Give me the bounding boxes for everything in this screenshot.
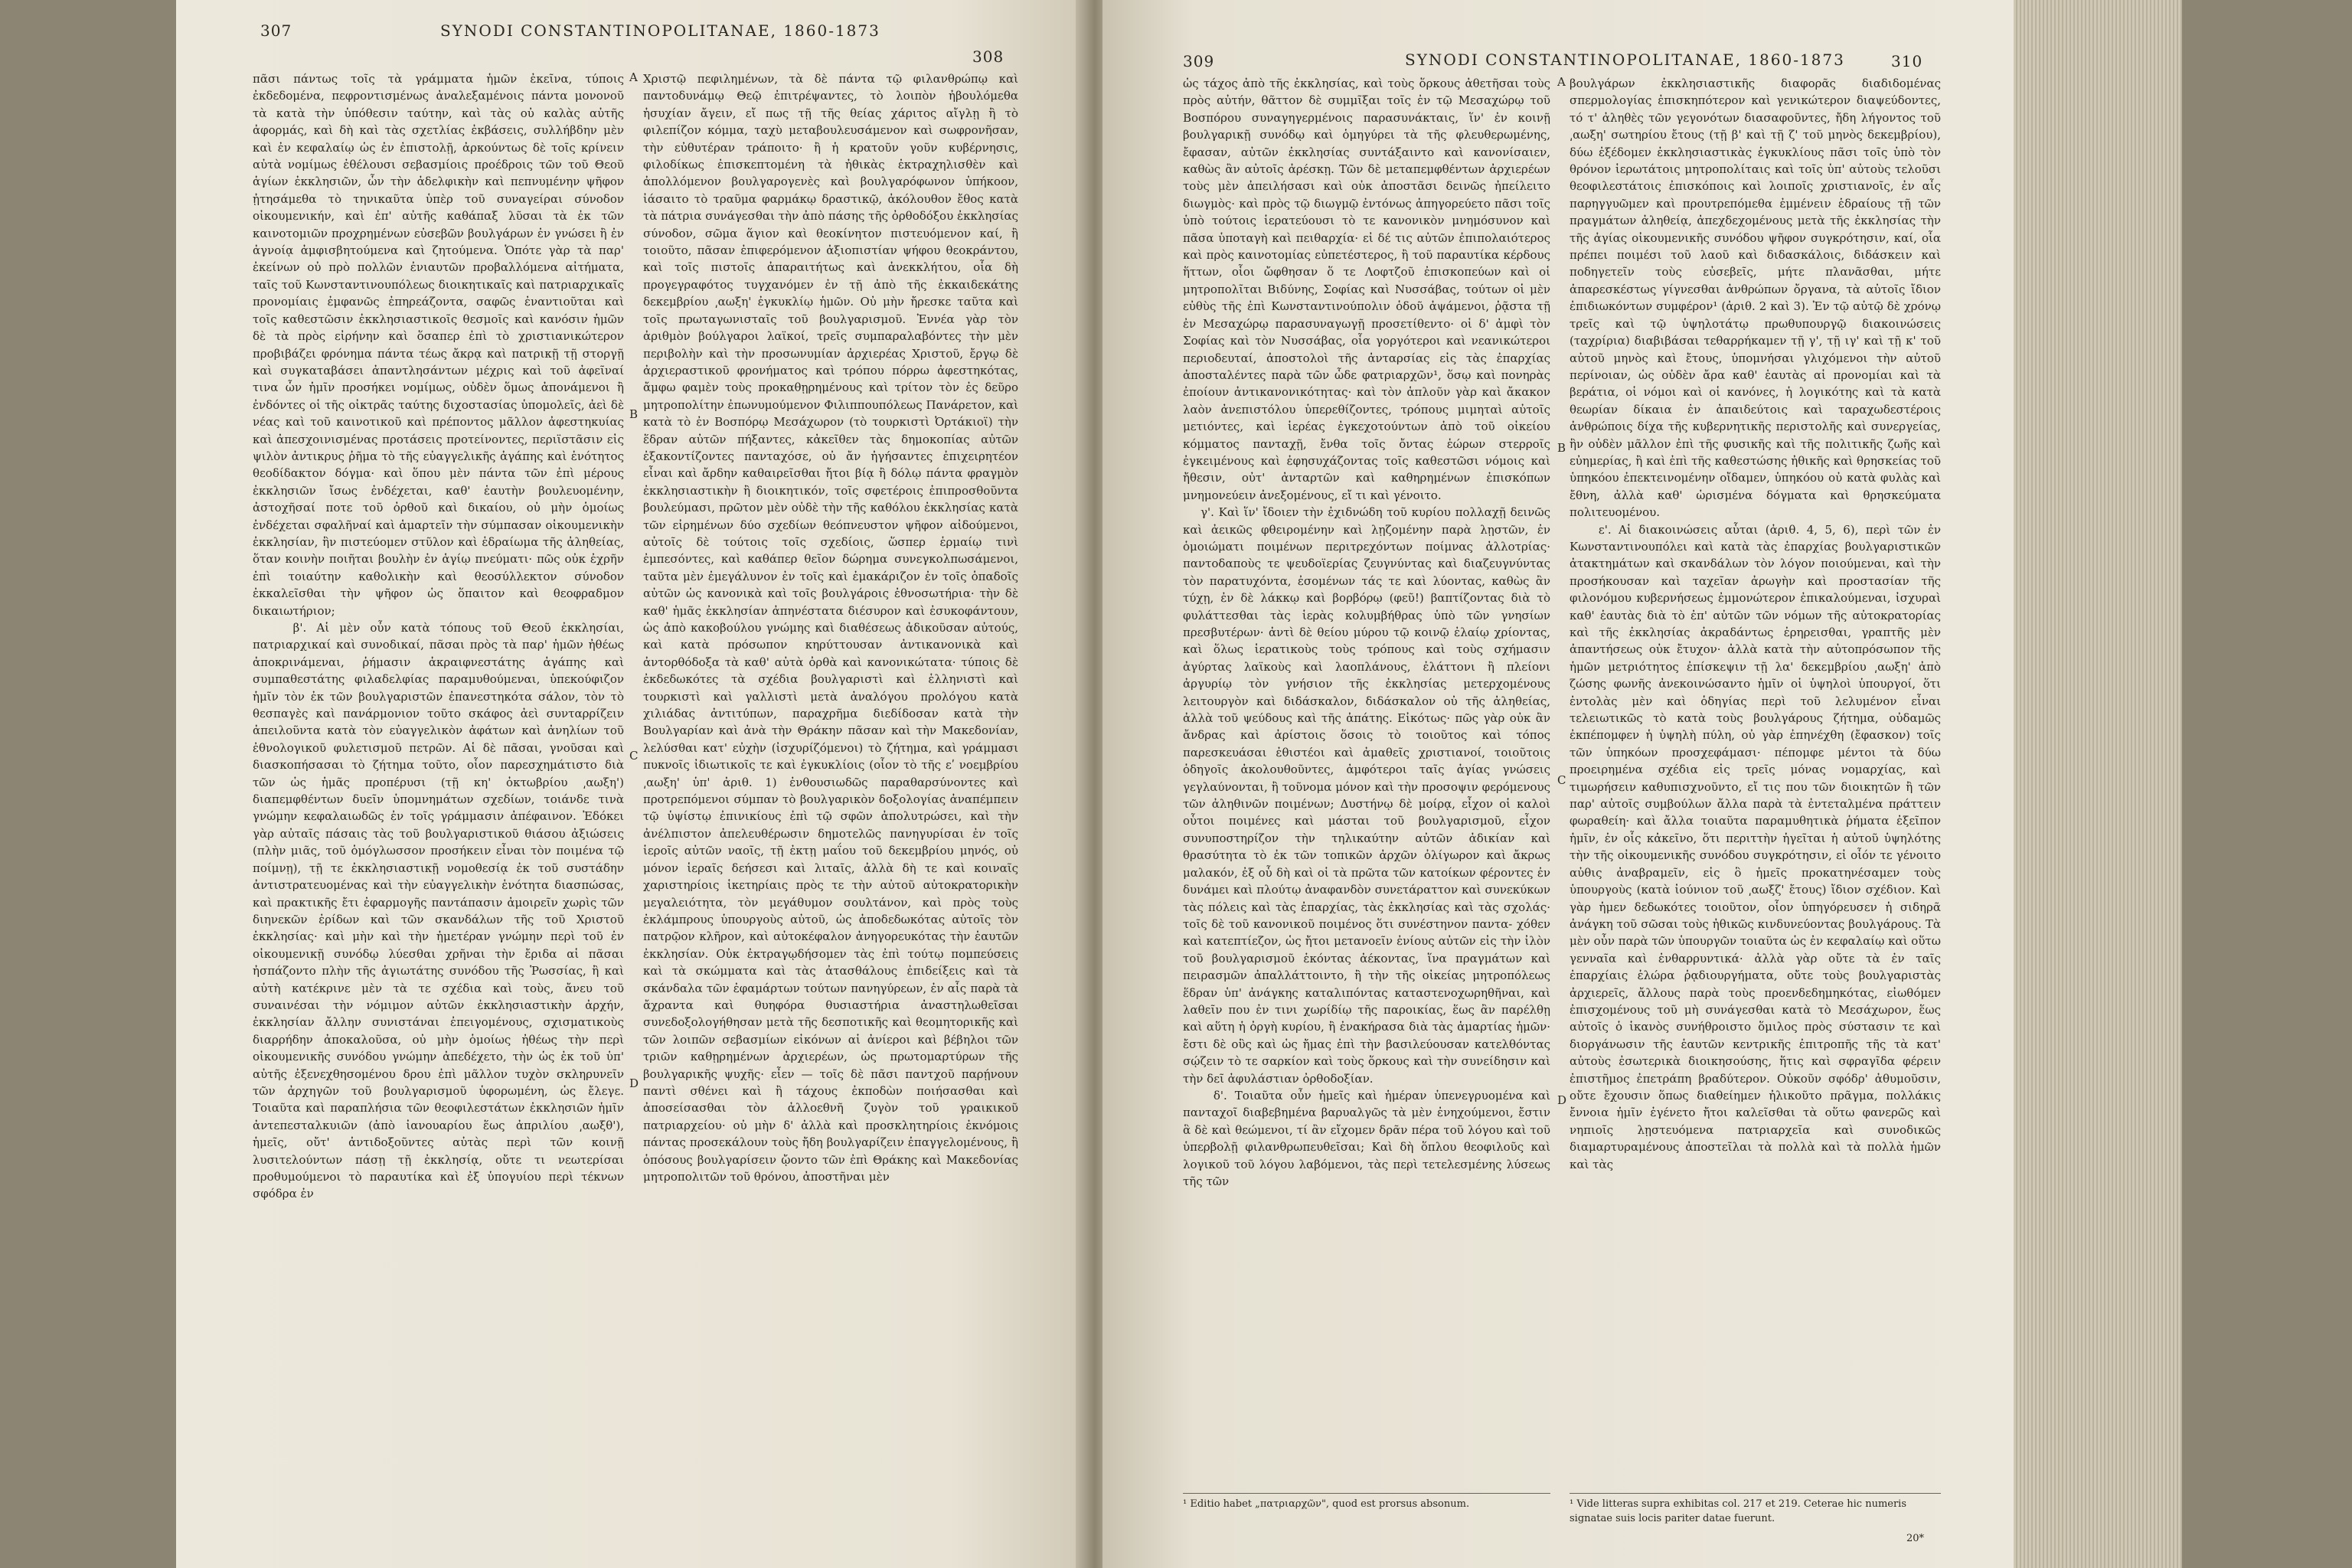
section-marker-b: B (629, 407, 639, 421)
page-number-left-inner: 308 (972, 47, 1004, 66)
right-page-column-2: βουλγάρων ἐκκλησιαστικῆς διαφορᾶς διαδιδομένας σπερμολογίας ἐπισκηπότερον καὶ γενικώτερον διαψεύδοντες, τό τ' ἀληθὲς τῶν γεγονότων διασαφοῦντες, ἤδη λήγοντος τοῦ ͵αωξη' σωτηρίου ἔτους (τῇ β' καὶ τῇ ζ' τοῦ μηνὸς δεκεμβρίου), δύω ἐξέδομεν ἐκκλησιαστικὰς ἐγκυκλίους πᾶσι τοῖς ὑπὸ τὸν θρόνον ἱερωτάτοις μητροπολίταις καὶ τοῖς ὑπ' αὐτοὺς τελοῦσι θεοφιλεστάτοις ἐπισκόποις καὶ λοιποῖς χριστιανοῖς, ἐν αἷς παρηγγυῶμεν καὶ προυτρεπόμεθα ἐμμένειν ἑδραίους τῇ τῶν πραγμάτων ἀληθείᾳ, ἀπεχδεχομένους μετὰ τῆς ἐκκλησίας τὴν τῆς ἁγίας οἰκουμενικῆς συνόδου ψῆφον συγκρότησιν, καί, οἷα πρέπει ποιμέσι τοῦ λαοῦ καὶ διδασκάλοις, διδάσκειν καὶ ποδηγετεῖν τοὺς εὐσεβεῖς, μήτε πλανᾶσθαι, μήτε ἀπαρεσκέστως γίγνεσθαι ἀνθρώπων ὄργανα, τὰ αὐτοῖς ἴδιον ἐπιδιωκόντων συμφέρον¹ (ἀριθ. 2 καὶ 3). Ἐν τῷ αὐτῷ δὲ χρόνῳ τρεῖς καὶ τῷ ὑψηλοτάτῳ πρωθυπουργῷ διακοινώσεις (ταχρίρια) διαβιβάσαι τεθαρρήκαμεν τῇ γ', τῇ ιγ' καὶ τῇ κ' τοῦ αὐτοῦ μηνὸς καὶ ἔτους, ὑπομνήσαι γλιχόμενοι τὴν αὐτοῦ περίνοιαν, ὡς οὐδὲν ἄρα καθ' ἑαυτὰς αἱ προνομίαι καὶ τὰ βεράτια, οἱ νόμοι καὶ οἱ κανόνες, ἡ λογικότης καὶ τὰ κατὰ θεωρίαν δίκαια ἐν ἀπαιδεύτοις καὶ ταραχωδεστέροις ἀνθρώποις δίχα τῆς κυβερνητικῆς περιστολῆς καὶ συνεργείας, ἣν οὐδὲν μᾶλλον ἐπὶ τῆς φυσικῆς καὶ τῆς πολιτικῆς ζωῆς καὶ εὐημερίας, ἢ καὶ ἐπὶ τῆς καθεστώσης ἠθικῆς καὶ θρησκείας τοῦ ὑπηκόου ἐπεκτεινομένην οἴδαμεν, ὑπηκόου οὐ κατὰ φυλὰς καὶ ἔθνη, ἀλλὰ καθ' ὡρισμένα δόγματα καὶ θρησκεύματα πολιτευομένου. ε'. Αἱ διακοινώσεις αὗται (ἀριθ. 4, 5, 6), περὶ τῶν ἐν Κωνσταντινουπόλει καὶ κατὰ τὰς ἐπαρχίας βουλγαριστικῶν ἀτακτημάτων καὶ σκανδάλων τὸν λόγον ποιούμεναι, καὶ τὴν προσήκουσαν καὶ ταχεῖαν ἀρωγὴν καὶ προστασίαν τῆς φιλονόμου κυβερνήσεως ἐμμονώτερον ἐπικαλούμεναι, ἰσχυραὶ καθ' ἑαυτὰς διὰ τὸ ἐπ' αὐτῶν τῶν νόμων τῆς αὐτοκρατορίας καὶ τῆς ἐκκλησίας ἀκραδάντως ἐρηρεισθαι, γραπτῆς μὲν ἀπαντήσεως οὐκ ἔτυχον· ἀλλὰ κατὰ τὴν αὐτοπρόσωπον τῆς ἡμῶν μετριότητος ἐπίσκεψιν τῇ λα' δεκεμβρίου ͵αωξη' ἀπὸ ζώσης φωνῆς ἀνεκοινώσαντο ἡμῖν οἱ ὑψηλοὶ ὑπουργοί, ὅτι ἐντολὰς μὲν καὶ ὁδηγίας περὶ τοῦ λελυμένον εἶναι τελειωτικῶς τὸ κατὰ τοὺς βουλγάρους ζήτημα, οὐδαμῶς ἐκπέπομφεν ἡ ὑψηλὴ πύλη, οὐ γὰρ ἐπηνέχθη (ἔφασκον) τοῖς τῶν ὑπηκόων προσχεφάμασι· πέπομφε μέντοι τὰ δύω προειρημένα σχέδια εἰς τρεῖς μόνας νομαρχίας, καὶ τιμωρήσειν καθυπισχνοῦντο, εἴ τις που τῶν διοικητῶν ἢ τῶν παρ' αὐτοῖς συμβούλων ἄλλα παρὰ τὰ ἐντεταλμένα πράττειν φωραθείη· καὶ ἄλλα τοιαῦτα παραμυθητικὰ ῥήματα ἐξεῖπον ἡμῖν, ἐν οἷς κἀκεῖνο, ὅτι περιττὴν ἡγεῖται ἡ αὐτοῦ ὑψηλότης τὴν τῆς οἰκουμενικῆς συνόδου συγκρότησιν, εἰ οἷόν τε γένοιτο αὐθις ἀναβραμεῖν, εἰς ὃ ἡμεῖς προκατηνέσαμεν τοὺς ὑπουργοὺς (κατὰ ἰούνιον τοῦ ͵αωξζ' ἔτους) ἴδιον σχέδιον. Καὶ γὰρ ἡμεν δεδωκότες τοιοῦτον, οἷον ὑπηγόρευσεν ἡ σιδηρᾶ ἀνάγκη τοῦ σῶσαι τοὺς ἠθικῶς κινδυνεύοντας βουλγάρους. Τὰ μὲν οὖν παρὰ τῶν ὑπουργῶν τοιαῦτα ὡς ἐν κεφαλαίῳ καὶ οὕτω γενναῖα καὶ ἐνθαρρυντικά· ἀλλὰ γὰρ οὔτε τὰ ἐν ταῖς ἐπαρχίαις ἑλώρα ῥᾳδιουργήματα, οὔτε τοὺς βουλγαριστὰς ἀρχιερεῖς, ἄλλους παρὰ τοὺς προενδεδημηκότας, εἰωθόμεν ἐπισχομένους τοῦ μὴ συνάγεσθαι κατὰ τὸ Μεσάχωρον, ἕως αὐτοῖς ὁ ἱκανὸς συνήθροιστο ὅμιλος πρὸς σύστασιν τε καὶ διοργάνωσιν τῆς ἑαυτῶν κεντρικῆς ἐπιτροπῆς τῆς τὰ κατ' αὐτοὺς ἐσωτερικὰ διοικησούσης, ἥτις καὶ σφραγῖδα φέρειν ἐπιστῆμος ἐπετράπη βραδύτερον. Οὐκοῦν σφόδρ' ἀθυμοῦσιν, οὔτε ἔχουσιν ὅπως διαθείημεν ἠλικοῦτο πρᾶγμα, πολλάκις ἔννοια ἡμῖν ἐγένετο ἤτοι καλεῖσθαι τὰ οὕτω φανερῶς καὶ νηπιοῖς λῃστευόμενα πατριαρχεῖα καὶ συνοδικῶς διαμαρτυραμένους ἀποστεῖλαι τὰ πολλὰ καὶ τὰ πολλὰ ἡμῶν καὶ τὰς (1570, 77, 1942, 1171)
right-page (1102, 0, 2014, 1568)
left-page (176, 0, 1087, 1568)
footnote-rule-right (1570, 1493, 1941, 1494)
section-marker-a: A (1557, 75, 1566, 89)
running-head-left: SYNODI CONSTANTINOPOLITANAE, 1860-1873 (440, 21, 880, 40)
section-marker-d: D (1557, 1093, 1567, 1107)
footnote-left: ¹ Editio habet „πατριαρχῶν", quod est prorsus absonum. (1183, 1498, 1470, 1510)
section-marker-a: A (629, 70, 638, 84)
footnote-right: ¹ Vide litteras supra exhibitas col. 217 et 219. Ceterae hic numeris signatae suis locis pariter datae fuerunt. (1570, 1498, 1907, 1524)
left-page-column-2: Χριστῷ πεφιλημένων, τὰ δὲ πάντα τῷ φιλανθρώπῳ καὶ παντοδυνάμῳ Θεῷ ἐπιτρέψαντες, τὸ λοιπὸν ἠβουλόμεθα ἡσυχίαν ἄγειν, εἴ πως τῇ τῆς θείας χάριτος αἴγλῃ ἢ τὸ φιλεπίζον κόμμα, ταχὺ μεταβουλευσάμενον καὶ σωφρονῆσαν, τὴν εὐθυτέραν τράποιτο· ἢ ἡ κρατοῦν γοῦν κυβέρνησις, φιλοδίκως ἐπισκεπτομένη τὰ ἠθικὰς ἐκτραχηλισθὲν καὶ ἀπολλόμενον βουλγαρογενὲς καὶ βουλγαρόφωνον ὑπήκοον, ἰάσαιτο τὸ τραῦμα φαρμάκῳ δραστικῷ, ἀκόλουθον ἔθος κατὰ τὰ πάτρια συνάγεσθαι τὴν ἀπὸ πάσης τῆς ὀρθοδόξου ἐκκλησίας σύνοδον, σῶμα ἅγιον καὶ θεοκίνητον πιστευόμενον καί, ἢ τοιοῦτο, πᾶσαν ἐπιφερόμενον ἀξιοπιστίαν ψήφου θεοκράντου, καὶ τοῖς πιστοῖς ἀπαραιτήτως καὶ ἀνεκκλήτου, οἷα δὴ προγεγραφότος τυγχανόμεν ἐν τῇ ἀπὸ τῆς ἐκκαιδεκάτης δεκεμβρίου ͵αωξη' ἐγκυκλίῳ ἡμῶν. Οὐ μὴν ἤρεσκε ταῦτα καὶ τοῖς πρωταγωνισταῖς τοῦ βουλγαρισμοῦ. Ἐννέα γὰρ τὸν ἀριθμὸν βούλγαροι λαϊκοί, τρεῖς συμπαραλαβόντες τὴν μὲν περιβολὴν καὶ τὴν προσωνυμίαν ἀρχιερέας Χριστοῦ, ἔργῳ δὲ ἀρχιεραστικοῦ φρονήματος καὶ τρόπου πόρρω ἀφεστηκότας, ἄμφω φαμὲν τοὺς προκαθῃρημένους καὶ τρίτον τὸν ἐς δεῦρο μητροπολίτην ἐπωνυμούμενον Φιλιππουπόλεως Πανάρετον, καὶ κατὰ τὸ ἐν Βοσπόρῳ Μεσάχωρον (τὸ τουρκιστὶ Ὀρτάκιοϊ) τὴν ἕδραν αὐτῶν πήξαντες, κἀκεῖθεν τὰς δημοκοπίας αὐτῶν ἐξακοντίζοντες πανταχόσε, οὐ ἄν ἠγήσαντες ἐπιχειρητέον εἶναι καὶ ἄρδην καθαιρεῖσθαι ἤτοι βίᾳ ἢ δόλῳ πάντα φραγμὸν ἐκκλησιαστικὴν ἢ διοικητικόν, τοῖς σφετέροις ἐπιπροσθοῦντα βουλεύμασι, πρῶτον μὲν οὐδὲ τὴν τῆς καθόλου ἐκκλησίας κατὰ τῶν εἰρημένων δύο σχεδίων θεόπνευστον ψῆφον αἰδούμενοι, αὐτοῖς δὲ τούτοις τοῖς σχεδίοις, ὥσπερ ἑρμαίῳ τινὶ ἐμπεσόντες, καὶ καθάπερ θεῖον δώρημα συνεγκολπωσάμενοι, ταῦτα μὲν ἐμεγάλυνον ἐν τοῖς καὶ ἐμακάριζον ἐν τοῖς ὁπαδοῖς αὐτῶν ὡς κανονικὰ καὶ τοῖς βουλγάροις ἐθνοσωτήρια· τὴν δὲ καθ' ἡμᾶς ἐκκλησίαν ἀπηνέστατα διέσυρον καὶ ἐσυκοφάντουν, ὡς ἀπὸ κακοβούλου γνώμης καὶ διαθέσεως ἀδικοῦσαν αὐτούς, καὶ κατὰ πρόσωπον κηρύττουσαν ἀντικανονικὰ καὶ ἀντορθόδοξα τὰ καθ' αὐτὰ ὀρθὰ καὶ κανονικώτατα· τύποις δὲ ἐκδεδωκότες τὰ σχέδια βουλγαριστὶ καὶ ἑλληνιστὶ καὶ τουρκιστὶ καὶ γαλλιστὶ μετὰ ἀναλόγου προλόγου κατὰ χιλιάδας ἀντιτύπων, παραχρῆμα διεδίδοσαν κατὰ τὴν Βουλγαρίαν καὶ ἀνὰ τὴν Θράκην πᾶσαν καὶ τὴν Μακεδονίαν, λελύσθαι κατ' εὐχὴν (ἰσχυρίζόμενοι) τὸ ζήτημα, καὶ γράμμασι πυκνοῖς ἰδιωτικοῖς τε καὶ ἐγκυκλίοις (οἷον τὸ τῆς εʹ νοεμβρίου ͵αωξη' ὑπ' ἀριθ. 1) ἐνθουσιωδῶς παραθαρσύνοντες καὶ προτρεπόμενοι σύμπαν τὸ βουλγαρικὸν δοξολογίας ἀναπέμπειν τῷ ὑψίστῳ ἐπινικίους ἐπὶ τῷ σφῶν ἀπολυτρώσει, καὶ τὴν ἀνέλπιστον ἀπελευθέρωσιν δημοτελῶς πανηγυρίσαι ἐν τοῖς ἱεροῖς αὐτῶν ναοῖς, τῇ ἐκτῃ μαΐου τοῦ δεκεμβρίου μηνός, οὐ μόνον ἱεραῖς δεήσεσι καὶ λιταῖς, ἀλλὰ δὴ τε καὶ κοιναῖς χαριστηρίοις ἱκετηρίαις πρὸς τε τὴν αὐτοῦ αὐτοκρατορικὴν μεγαλειότητα, τὸν μεγάθυμον σουλτάνον, καὶ πρὸς τοὺς ἐκλάμπρους ὑπουργοὺς αὐτοῦ, ὡς ἀποδεδωκότας αὐτοῖς τὸν πατρῷον κλῆρον, καὶ αὐτοκέφαλον ἀνηγορευκότας τὴν ἑαυτῶν ἐκκλησίαν. Οὐκ ἐκτραγῳδήσομεν τὰς ἐπὶ τούτῳ πομπεύσεις καὶ τὰ σκώμματα καὶ τὰς ἀτασθάλους ἐπιδείξεις καὶ τὰ σκάνδαλα τῶν ἐφαμάρτων τούτων πανηγύρεων, ἐν αἷς παρὰ τὰ ἄχραντα καὶ θυηφόρα θυσιαστήρια ἀναστηλωθεῖσαι συνεδοξολογήθησαν μετὰ τῆς δεσποτικῆς καὶ θεομητορικῆς καὶ τῶν λοιπῶν σεβασμίων εἰκόνων αἱ ἀνίεροι καὶ βέβηλοι τῶν τριῶν καθῃρημένων ἀρχιερέων, ὡς πρωτομαρτύρων τῆς βουλγαρικῆς ψυχῆς· εἶεν — τοῖς δὲ πᾶσι παντχοῦ παρῄνουν παντὶ σθένει καὶ ἢ τάχους ἐκποδὼν ποιήσασθαι καὶ ἀποσείσασθαι τὸν ἀλλοεθνῆ ζυγὸν τοῦ γραικικοῦ πατριαρχείου· οὐ μὴν δ' ἀλλὰ καὶ προσκλητηρίοις ἐκνόμοις πάντας προσεκάλουν τοὺς ἤδη βουλγαρίζειν ἐπαγγελομένους, ἢ ὁπόσους βουλγαρίσειν ᾤοντο τῶν ἐπὶ Θράκης καὶ Μακεδονίας μητροπολιτῶν τοῦ θρόνου, ἀποστῆναι μὲν (643, 72, 1022, 1184)
left-page-column-1: πᾶσι πάντως τοῖς τὰ γράμματα ἡμῶν ἐκεῖνα, τύποις ἐκδεδομένα, πεφροντισμένως ἀναλεξαμένοις πάντα μονονοῦ τὰ κατὰ τὴν ὑπόθεσιν ταύτην, καὶ τὰς οὐ καλὰς αὐτῆς ἀφορμάς, καὶ δὴ καὶ τὰς σχετλίας ἐκβάσεις, συλλήβδην μὲν καὶ ἐν κεφαλαίῳ ὡς ἐν ἐπιστολῇ, ἀρκούντως δὲ τοῖς κρίνειν αὐτὰ νομίμως ἐθέλουσι σεβασμίοις προέδροις τῶν τοῦ Θεοῦ ἁγίων ἐκκλησιῶν, ὧν τὴν ἀδελφικὴν καὶ πεπνυμένην ψῆφον ᾐτησάμεθα τὸ τηνικαῦτα ὑπὲρ τοῦ συναγείραι σύνοδον οἰκουμενικήν, καὶ ἐπ' αὐτῆς καθάπαξ λῦσαι τὰ ἐκ τῶν καινοτομιῶν προχρημένων εὐσεβῶν βουλγάρων ἐν γνώσει ἢ ἐν ἀγνοίᾳ ἀμφισβητούμενα καὶ ζητούμενα. Ὁπότε γὰρ τὰ παρ' ἐκείνων οὐ πρὸ πολλῶν ἐνιαυτῶν προβαλλόμενα αἰτήματα, ταῖς τοῦ Κωνσταντινουπόλεως διοικητικαῖς καὶ πατριαρχικαῖς προνομίαις ἐμφανῶς ἐπηρεάζοντα, σαφῶς ἐναντιοῦται καὶ τοῖς καθεστῶσιν ἐκκλησιαστικοῖς θεσμοῖς καὶ κανόσιν ἡμῶν δὲ τὰ πρὸς εἰρήνην καὶ ὅσαπερ ἐπὶ τὸ χριστιανικώτερον προβιβάζει φρόνημα πάντα τέως ἄκρᾳ καὶ πατρικῇ τῇ στοργῇ καὶ συγκαταβάσει ἀπαντλησάντων μέχρις καὶ τοῦ ἀφεῖναί τινα ὧν ἡμῖν προσήκει νομίμως, οὐδὲν ὅμως ἀπονάμενοι ἢ ἐνδόντες οἱ τῆς οἰκτρᾶς ταύτης διχοστασίας ὑπομολεῖς, ἀεὶ δὲ νέας καὶ τοῦ καινοτικοῦ καὶ πρέποντος μᾶλλον ἀφεστηκυίας καὶ ἀπεσχοινισμένας προτάσεις προτείνοντες, περιϊστᾶσιν εἰς ψιλὸν ἀντικρυς ῥῆμα τὸ τῆς εὐαγγελικῆς ἀγάπης καὶ ἑνότητος θεοδίδακτον δόγμα· καὶ ὅπου μὲν πάντα τῶν ἐπὶ μέρους ἐκκλησιῶν ἴσως ἐνδέχεται, καθ' ἑαυτὴν βουλευομένην, ἀστοχῆσαί ποτε τοῦ ὀρθοῦ καὶ δικαίου, οὐ μὴν ὁμοίως ἐνδέχεται σφαλῆναί καὶ ἁμαρτεῖν τὴν σύμπασαν οἰκουμενικὴν ἐκκλησίαν, ἣν πιστεύομεν στῦλον καὶ ἑδραίωμα τῆς ἀληθείας, ὅταν κοινὴν ποιῆται βουλὴν ἐν ἁγίῳ πνεύματι· πῶς οὐκ ἐχρῆν ἐπὶ τοιαύτην καθολικὴν καὶ θεοσύλλεκτον σύνοδον ἐκκαλεῖσθαι τὴν ψῆφον ὡς ὅπαιτον καὶ θεοφραδμον δικαιωτήριον; β'. Αἱ μὲν οὖν κατὰ τόπους τοῦ Θεοῦ ἐκκλησίαι, πατριαρχικαί καὶ συνοδικαί, πᾶσαι πρὸς τὰ παρ' ἡμῶν ἠθέως ἀποκρινάμεναι, ῥήμασιν ἀκραιφνεστάτης ἀγάπης καὶ συμπαθεστάτης φιλαδελφίας παραμυθούμεναι, ὑπεκούφιζον ἡμῖν τὸν ἐκ τῶν βουλγαριστῶν ἐπανεστηκότα σάλον, τὸν τὸ θεσπαγὲς καὶ πανάρμονιον τοῦτο σκάφος ἀεὶ συνταρρίζειν ἀπειλοῦντα κατὰ τὸν εὐαγγελικὸν ἀφάτων καὶ ἀνηλίων τοῦ ἐθνολογικοῦ φυλετισμοῦ πετρῶν. Αἱ δὲ πᾶσαι, γνοῦσαι καὶ διασκοπήσασαι τὸ ζήτημα τοῦτο, οἷον παρεσχημάτιστο διὰ τῶν ὡς ἡμᾶς προπέρυσι (τῇ κη' ὀκτωβρίου ͵αωξη') διαπεμφθέντων δυεῖν ὑπομνημάτων σχεδίων, τοιάνδε τινὰ γνώμην κεφαλαιωδῶς ἐν τοῖς γράμμασιν ἀπέφαινον. Ἐδόκει γὰρ αὐταῖς πάσαις τὰς τοῦ βουλγαριστικοῦ θιάσου ἀξιώσεις (πλὴν μιᾶς, τοῦ ὁμόγλωσσον προσήκειν εἶναι τὸν ποιμένα τῷ ποίμνῃ), τῇ τε ἐκκλησιαστικῇ νομοθεσίᾳ ἐκ τοῦ συστάδην ἀντιστρατευομένας καὶ τὴν εὐαγγελικὴν ἑνότητα διασπώσας, καὶ πρακτικῆς ἔτι ἐφαρμογῆς παντάπασιν ἀμοιρεῖν χωρὶς τῶν διηνεκῶν ἐρίδων καὶ τῶν σκανδάλων τῆς τοῦ Χριστοῦ ἐκκλησίας· καὶ μὴν καὶ τὴν ἡμετέραν γνώμην περὶ τοῦ ἐν οἰκουμενικῇ συνόδῳ λύεσθαι χρῆναι τὴν ἔριδα αἱ πᾶσαι ἠσπάζοντο πλὴν τῆς ἁγιωτάτης συνόδου τῆς Ῥωσσίας, ἢ καὶ αὐτὴ κατέκρινε μὲν τὰ τε σχέδια καὶ τοὺς, ἄνευ τοῦ συναινέσαι τὴν νόμιμον αὐτῶν ἐκκλησιαστικὴν ἀρχήν, ἐκκλησίαν ἄλλην συνιστάναι ἐπειγομένους, σχισματικοὺς διαρρήδην ἀποκαλοῦσα, οὐ μὴν ὁμοίως ἠθέως τὴν περὶ οἰκουμενικῆς συνόδου γνώμην ἀπεδέχετο, τὴν ὡς ἐκ τοῦ ὑπ' αὐτῆς ἐξενεχθησομένου δρου ἐπὶ μᾶλλον τυχὸν σκληρυνεῖν τῶν ἀρχηγῶν τοῦ βουλγαρισμοῦ ὑφορωμένη, ὡς ἔλεγε. Τοιαῦτα καὶ παραπλήσια τῶν θεοφιλεστάτων ἐκκλησιῶν ἡμῖν ἀντεπεσταλκυιῶν (ἀπὸ ἰανουαρίου ἕως ἀπριλίου ͵αωξθ'), ἡμεῖς, οὔτ' ἀντιδοξοῦντες αὐτὰς περὶ τῶν κοινῇ λυσιτελούντων πάσῃ τῇ ἐκκλησίᾳ, οὔτε τι νεωτερίσαι προθυμούμενοι τὸ παραυτίκα καὶ ἐξ ὑπογυίου περὶ τέκνων σφόδρα ἐν (253, 72, 624, 1201)
right-page-column-1: ὡς τάχος ἀπὸ τῆς ἐκκλησίας, καὶ τοὺς ὅρκους ἀθετῆσαι τοὺς πρὸς αὐτήν, θᾶττον δὲ συμμῖξαι τοῖς ἐν τῷ Μεσαχώρῳ τοῦ Βοσπόρου συναγηγερμένοις παρασυνάκταις, ἵν' ἐν κοινῇ βουλγαρικῇ συνόδῳ καὶ ὁμηγύρει τὰ τῆς φλευθερωμένης, ἔφασαν, αὐτῶν ἐκκλησίας συντάξαιντο καὶ κανονίσαιεν, καθὼς ἂν αὐτοῖς ἀρέσκῃ. Τῶν δὲ μεταπεμφθέντων ἀρχιερέων τοὺς μὲν ἀπειλήσασι καὶ οὐκ ἀποστᾶσι δεινῶς ἠπείλειτο διωγμὸς· καὶ πρὸς τῷ διωγμῷ ἐντόνως ἀπηγορεύετο πᾶσι τοῖς ὑπὸ τούτοις ἱερατεύουσι τὸ τε κανονικὸν μνημόσυνον καὶ πᾶσα ὑποταγὴ καὶ πειθαρχία· εἰ δέ τις αὐτῶν ἐπιπολαιότερος καὶ πρὸς καινοτομίας εὐπετέστερος, ἢ τοῦ παραυτίκα κέρδους ἥττων, οἷοι ὤφθησαν ὅ τε Λοφτζοῦ ἐπισκοπεύων καὶ οἱ μητροπολῖται Βιδύνης, Σοφίας καὶ Νυσσάβας, τούτων οἱ μὲν εὐθὺς τῆς ἐπὶ Κωνσταντινούπολιν ὁδοῦ ἀψάμενοι, ῥᾷστα τῇ ἐν Μεσαχώρῳ παρασυναγωγῇ προσετίθεντο· οἱ δ' ἀμφὶ τὸν Σοφίας καὶ τὸν Νυσσάβας, οἷα γοργότεροι καὶ νεανικώτεροι περιοδευταί, ἀποστολοὶ τῆς ἀνταρσίας εἰς τὰς ἐπαρχίας ἀποσταλέντες παρὰ τῶν ὧδε φατριαρχῶν¹, ὅσῳ καὶ πονηρὰς ἐποίουν ἀντικανονικότητας· καὶ τὸν ἁπλοῦν γὰρ καὶ ἄκακον λαὸν ἀνεπιστόλου ὑπερεθίζοντες, τρόπους μιμηταὶ αὐτοῖς μετιόντες, καὶ ἱερέας ἐγκεχοτούντων ἀπὸ τοῦ οἰκείου κόμματος πανταχῇ, ἔνθα τοῖς ὄντας ἑώρων στερροῖς ἐγκειμένους καὶ ἐφησυχάζοντας τοῖς καθεστῶσι νόμοις καὶ ἤθεσιν, οὐτ' ἀνταρτῶν καὶ καθηρημένων ἐπισκόπων μνημονεύειν ἀνεξομένους, εἴ τι καὶ γένοιτο. γ'. Καὶ ἵν' ἴδοιεν τὴν ἐχιδνώδη τοῦ κυρίου πολλαχῇ δεινῶς καὶ ἀεικῶς φθειρομένην καὶ λῃζομένην παρὰ λῃστῶν, ἐν ὁμοιώματι ποιμένων περιτρεχόντων ποίμνας ἀλλοτρίας· παντοδαποὺς τε ψευδοϊερίας ζευγνύντας καὶ διαζευγνύντας τὸν παρατυχόντα, ἐσομένων τάς τε καὶ λύοντας, καθὼς ἂν τύχῃ, ἐν δὲ λάκκῳ καὶ βορβόρῳ (φεῦ!) βαπτίζοντας διὰ τὸ φυλάττεσθαι τὰς ἱερὰς κολυμβήθρας ὑπὸ τῶν γνησίων πρεσβυτέρων· ἀντὶ δὲ θείου μύρου τῷ κοινῷ ἐλαίῳ χρίοντας, καὶ ὅλως ἱερατικοὺς τοὺς τρόπους καὶ τοὺς σχήμασιν ἀγύρτας λαϊκοὺς καὶ λαοπλάνους, ἐλάττονι ἢ πλείονι ἀργυρίῳ τὸν γνήσιον τῆς ἐκκλησίας μετερχομένους λειτουργὸν καὶ διδάσκαλον, διδάσκαλον οὐ τῆς ἀληθείας, ἀλλὰ τοῦ ψεύδους καὶ τῆς ἀπάτης. Εἰκότως· πῶς γὰρ οὐκ ἂν ἄνδρας καὶ ἀρίστοις ὅσοις τὸ τοιοῦτος καὶ τόπος παρεσκευάσαι ἐθιστέοι καὶ ἀμαθεῖς χριστιανοί, τοιοῦτοις ὁδηγοῖς ἀκολουθοῦντες, ἀμφότεροι ταῖς ἁγίας γνώσεις γεγλαύνονται, ἢ τοῦνομα μόνον καὶ τὴν προσοψιν φερόμενους τῶν ἀληθινῶν ποιμένων; Δυστήνῳ δὲ μοίρᾳ, εἶχον οἱ καλοὶ οὗτοι ποιμένες καὶ μάσται τοῦ βουλγαρισμοῦ, εἶχον συνυποστηρίζον τὴν τηλικαύτην αὐτῶν ἀδικίαν καὶ θρασύτητα τὸ ἐκ τῶν τοπικῶν ἀρχῶν ὀλίγωρον καὶ ἄκρως μαλακόν, ἐξ οὗ δὴ καὶ οἱ τὰ πρῶτα τῶν κατοίκων φέροντες ἐν δυνάμει καὶ πλούτῳ ἀναφανδὸν συνετάραττον καὶ συνεκύκων τὰς πόλεις καὶ τὰς ἐπαρχίας, τὰς ἐκκλησίας καὶ τὰς σχολάς· τοῖς δὲ τοῦ κανονικοῦ ποιμένος ὅτι συνέστηνον παντα- χόθεν καὶ κατεπτίεζον, ὡς ἤτοι μετανοεῖν ἐνίους αὐτῶν εἰς τὴν ἰλὸν τοῦ βουλγαρισμοῦ ἑκόντας ἀέκοντας, ἵνα πραγμάτων καὶ πειρασμῶν ἀπαλλάττοιντο, ἢ τὴν τῆς οἰκείας μητροπόλεως ἕδραν ὑπ' ἀνάγκης καταλιπόντας καταστενοχωρηθῆναι, καὶ λαθεῖν που ἐν τινι χωρίδίῳ τῆς παροικίας, ἕως ἂν παρέλθῃ καὶ αὕτη ἡ ὀργὴ κυρίου, ἢ ἐνακήρασα διὰ τὰς ἁμαρτίας ἡμῶν· ἔστι δὲ οὓς καὶ ὡς ἤμας ἐπὶ τὴν βασιλεύουσαν κατελθόντας σῴζειν τὸ τε σαρκίον καὶ τοὺς ὅρκους καὶ τὴν συνείδησιν καὶ τὴν δεῖ ἀφυλάστιαν ὀρθοδοξίαν. δ'. Τοιαῦτα οὖν ἡμεῖς καὶ ἡμέραν ὑπενεγρυομένα καὶ πανταχοῖ διαβεβημένα βαρυαλγῶς τὰ μὲν ἐνηχούμενοι, ἔστιν ἃ δὲ καὶ θεώμενοι, τί ἂν εἴχομεν δρᾶν πέρα τοῦ λόγου καὶ τοῦ ὑπερβολῇ φιλανθρωπευθεῖσαι; Καὶ δὴ ὅπλου θεοφιλοῦς καὶ λογικοῦ τοῦ λόγου λαβόμενοι, τὰς περὶ τετελεσμένης λύσεως τῆς τῶν (1183, 77, 1550, 1188)
page-number-right-outer: 310 (1891, 52, 1923, 70)
section-marker-b: B (1557, 441, 1566, 455)
running-head-right: SYNODI CONSTANTINOPOLITANAE, 1860-1873 (1405, 51, 1845, 69)
section-marker-d: D (629, 1076, 639, 1090)
footnote-rule-left (1183, 1493, 1550, 1494)
page-edges (2014, 0, 2182, 1568)
page-number-right-inner: 309 (1183, 52, 1215, 70)
page-number-left-outer: 307 (260, 21, 292, 40)
section-marker-c: C (1557, 773, 1566, 787)
signature-mark: 20* (1906, 1533, 1925, 1544)
section-marker-c: C (629, 749, 639, 763)
